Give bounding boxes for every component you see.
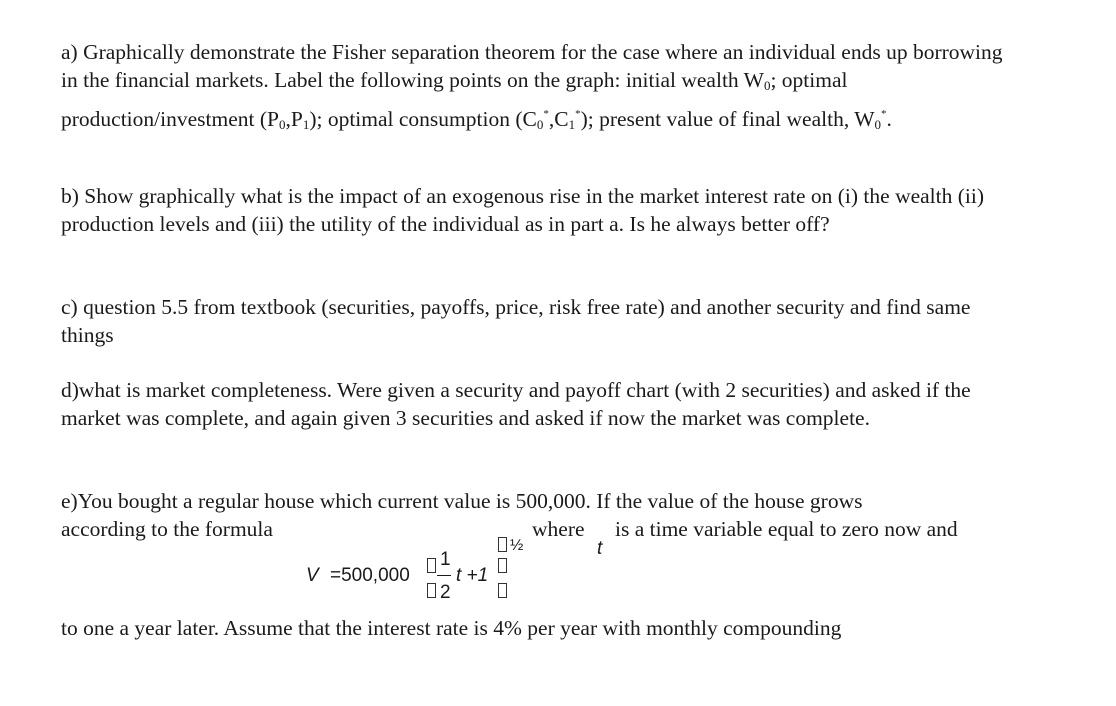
- question-a-text: ; optimal production/investment (P: [61, 68, 848, 131]
- bracket-glyph: [498, 583, 507, 598]
- fraction-bar: [437, 575, 451, 576]
- superscript: *: [881, 108, 887, 120]
- question-d: d)what is market completeness. Were given a security and payoff chart (with 2 securities) and asked if the market was complete, and again given 3 securities and asked if now the market was complete.: [61, 378, 971, 430]
- subscript: 0: [763, 78, 771, 93]
- superscript: *: [543, 108, 549, 120]
- question-c: c) question 5.5 from textbook (securities, payoffs, price, risk free rate) and another security and find same things: [61, 295, 971, 347]
- formula-lhs: V: [306, 565, 319, 586]
- question-e-where: where: [532, 517, 585, 541]
- subscript: 0: [278, 117, 286, 132]
- subscript: 1: [302, 117, 310, 132]
- question-a-text: ,C: [548, 107, 569, 131]
- superscript: *: [575, 108, 581, 120]
- fraction-denominator: 2: [440, 582, 451, 603]
- question-b: b) Show graphically what is the impact of an exogenous rise in the market interest rate on (i) the wealth (ii) production levels and (iii) the utility of the individual as in part a. Is he always better off?: [61, 184, 985, 236]
- house-value-formula: [306, 535, 546, 615]
- question-a-text: ); present value of final wealth, W: [580, 107, 875, 131]
- fraction-numerator: 1: [440, 549, 451, 570]
- variable-t: t: [597, 538, 603, 559]
- question-a-text: ,P: [285, 107, 303, 131]
- question-a-text: ); optimal consumption (C: [309, 107, 537, 131]
- question-e-line-3: to one a year later. Assume that the interest rate is 4% per year with monthly compounding: [61, 616, 842, 640]
- formula-coefficient: =500,000: [330, 565, 410, 586]
- subscript: 1: [568, 117, 576, 132]
- question-a: [61, 38, 1006, 139]
- question-e-line-2-start: according to the formula: [61, 517, 273, 541]
- bracket-glyph: [498, 558, 507, 573]
- formula-exponent: ½: [510, 537, 524, 554]
- formula-term: t +1: [456, 565, 489, 586]
- bracket-glyph: [498, 537, 507, 552]
- question-e-line-1: e)You bought a regular house which current value is 500,000. If the value of the house grows: [61, 489, 863, 513]
- question-a-text: .: [886, 107, 892, 131]
- question-a-text: a) Graphically demonstrate the Fisher separation theorem for the case where an individual ends up borrowing in the financial markets. Label the following points on the graph: initial wealth W: [61, 40, 1003, 92]
- bracket-glyph: [427, 558, 436, 573]
- subscript: 0: [536, 117, 544, 132]
- question-e-line-2-end: is a time variable equal to zero now and: [615, 517, 958, 541]
- bracket-glyph: [427, 583, 436, 598]
- subscript: 0: [874, 117, 881, 132]
